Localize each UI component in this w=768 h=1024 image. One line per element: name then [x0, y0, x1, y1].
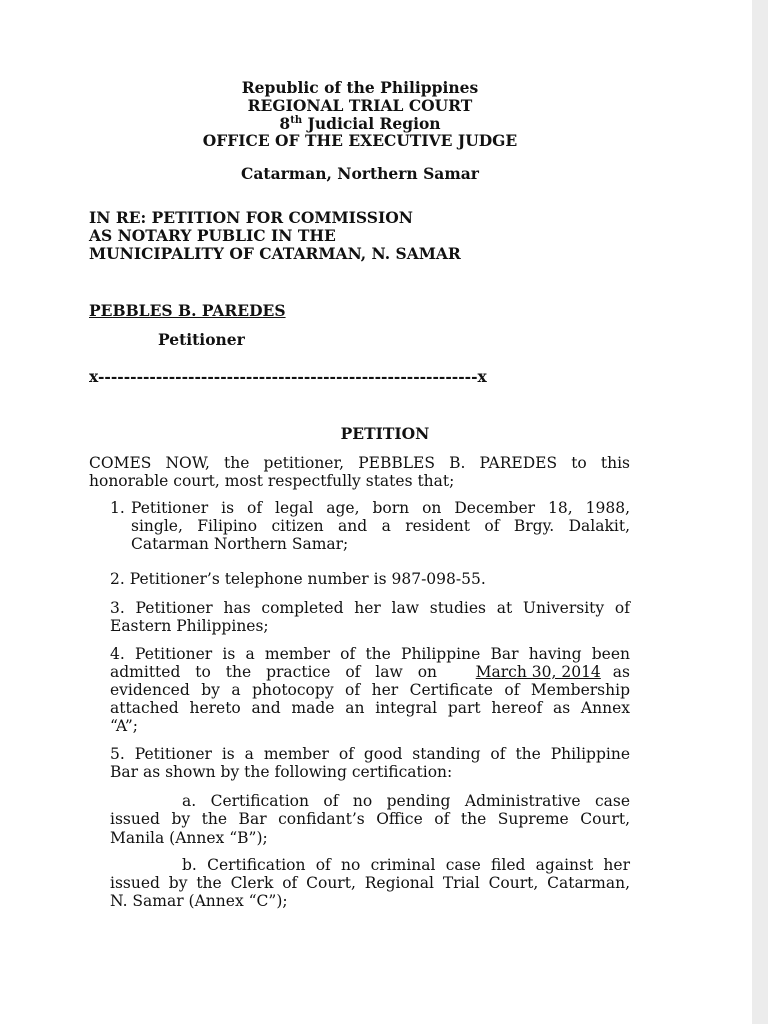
intro-line: COMES NOW, the petitioner, PEBBLES B. PAREDES to this [89, 454, 630, 472]
subitem-b-line: issued by the Clerk of Court, Regional Trial Court, Catarman, [110, 874, 630, 892]
subitem-b-line: b. Certification of no criminal case filed against her [182, 856, 630, 874]
subitem-b-line: N. Samar (Annex “C”); [110, 892, 288, 910]
item-4-text: admitted to the practice of law on [110, 663, 438, 681]
header-location: Catarman, Northern Samar [241, 164, 479, 183]
header-office: OFFICE OF THE EXECUTIVE JUDGE [202, 131, 518, 150]
document-title: PETITION [340, 424, 430, 443]
intro-line: honorable court, most respectfully states that; [89, 472, 455, 490]
item-2-line: 2. Petitioner’s telephone number is 987-098-55. [110, 570, 486, 588]
item-4-line: 4. Petitioner is a member of the Philippine Bar having been [110, 645, 630, 663]
admission-date: March 30, 2014 [475, 663, 601, 681]
item-5-line: 5. Petitioner is a member of good standing of the Philippine [110, 745, 630, 763]
caption-line: AS NOTARY PUBLIC IN THE [89, 226, 336, 245]
item-4-line: “A”; [110, 717, 138, 735]
item-3-line: 3. Petitioner has completed her law studies at University of [110, 599, 630, 617]
item-4-line: attached hereto and made an integral part hereof as Annex [110, 699, 630, 717]
subitem-a-line: issued by the Bar confidant’s Office of the Supreme Court, [110, 810, 630, 828]
petitioner-label: Petitioner [158, 330, 245, 349]
header-court: REGIONAL TRIAL COURT [247, 96, 473, 115]
petitioner-name: PEBBLES B. PAREDES [89, 301, 286, 320]
caption-line: IN RE: PETITION FOR COMMISSION [89, 208, 413, 227]
item-4-line [110, 663, 630, 681]
header-region: 8th Judicial Region [279, 114, 441, 133]
subitem-a-line: Manila (Annex “B”); [110, 829, 268, 847]
item-1-line: single, Filipino citizen and a resident of Brgy. Dalakit, [131, 517, 630, 535]
item-3-line: Eastern Philippines; [110, 617, 269, 635]
caption-separator: x-----------------------------------------------------------x [89, 367, 487, 386]
item-1-line: Petitioner is of legal age, born on December 18, 1988, [131, 499, 630, 517]
page-edge [752, 0, 768, 1024]
item-5-line: Bar as shown by the following certification: [110, 763, 453, 781]
header-republic: Republic of the Philippines [241, 78, 479, 97]
item-4-line: evidenced by a photocopy of her Certificate of Membership [110, 681, 630, 699]
item-4-text: as [612, 663, 630, 681]
caption-line: MUNICIPALITY OF CATARMAN, N. SAMAR [89, 244, 461, 263]
subitem-a-line: a. Certification of no pending Administrative case [182, 792, 630, 810]
item-number: 1. [110, 499, 125, 517]
item-1-line: Catarman Northern Samar; [131, 535, 349, 553]
